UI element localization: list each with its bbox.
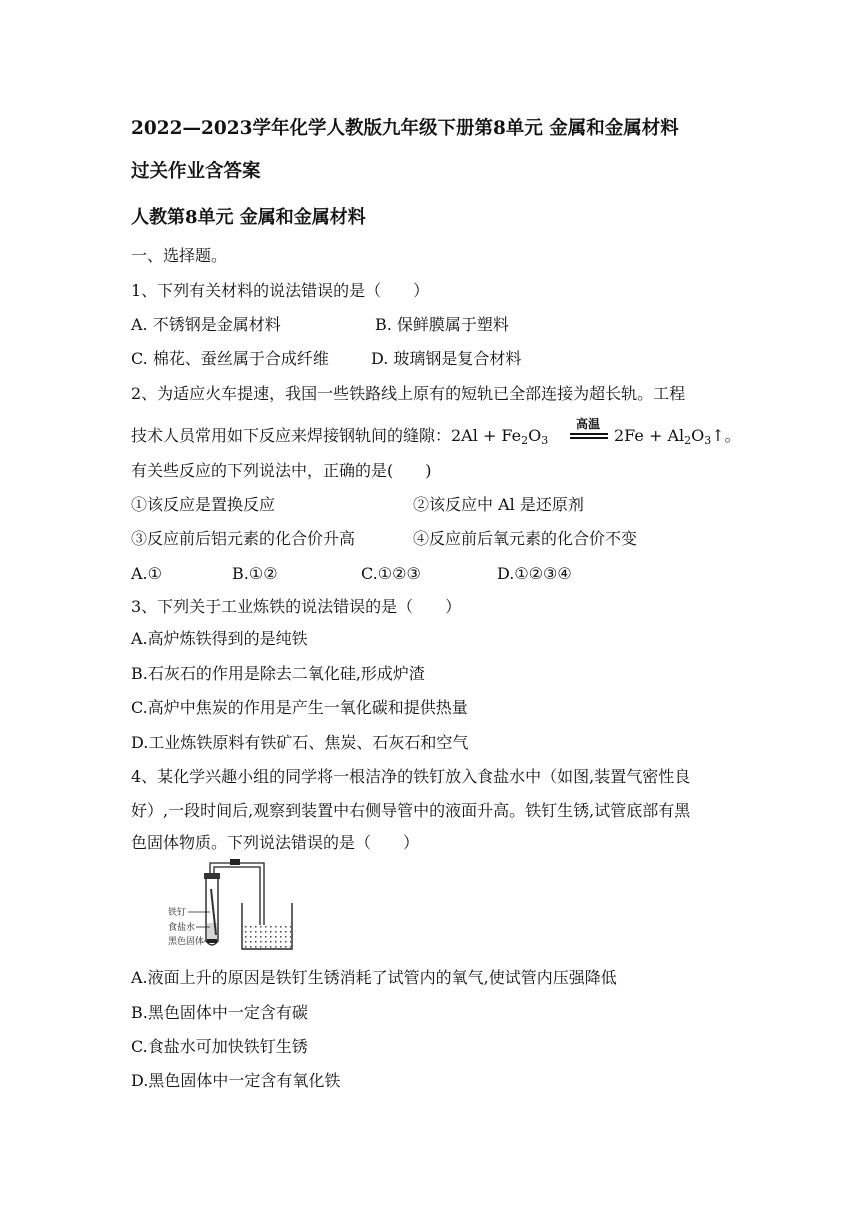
q4-option-b: B.黑色固体中一定含有碳 <box>131 1003 308 1022</box>
q2-statement-3: ③反应前后铝元素的化合价升高 <box>131 529 356 548</box>
q2-option-b: B.①② <box>232 564 278 583</box>
q3-option-c: C.高炉中焦炭的作用是产生一氧化碳和提供热量 <box>131 698 468 717</box>
q2-equation-line: 技术人员常用如下反应来焊接钢轨间的缝隙：$2Al + Fe_2O_3$ <box>131 426 549 447</box>
label-brine: 食盐水 <box>168 923 196 933</box>
q1-option-d: D. 玻璃钢是复合材料 <box>371 349 522 368</box>
doc-title-line2: 过关作业含答案 <box>131 161 261 182</box>
q4-option-a: A.液面上升的原因是铁钉生锈消耗了试管内的氧气,使试管内压强降低 <box>131 968 617 987</box>
q2-option-a: A.① <box>131 564 162 583</box>
q2-equation-products: $2Fe + Al_2O_3↑$。 <box>614 426 741 447</box>
q2-condition-label: 高温 <box>576 417 601 431</box>
q2-equation-prefix: 技术人员常用如下反应来焊接钢轨间的缝隙：2Al + Fe <box>131 426 522 445</box>
q2-statement-4: ④反应前后氧元素的化合价不变 <box>413 529 638 548</box>
part-heading: 一、选择题。 <box>131 246 228 265</box>
label-black-solid: 黑色固体 <box>168 937 205 947</box>
q3-stem: 3、下列关于工业炼铁的说法错误的是（ ） <box>131 597 462 616</box>
q1-option-b: B. 保鲜膜属于塑料 <box>375 315 509 334</box>
label-nail: 铁钉 <box>168 908 187 918</box>
q3-option-d: D.工业炼铁原料有铁矿石、焦炭、石灰石和空气 <box>131 733 469 752</box>
doc-title-line1: 2022—2023学年化学人教版九年级下册第8单元 金属和金属材料 <box>131 118 679 139</box>
q4-stem-line2: 好）,一段时间后,观察到装置中右侧导管中的液面升高。铁钉生锈,试管底部有黑 <box>131 801 691 820</box>
q2-condition-bar-top <box>570 433 608 435</box>
q4-option-c: C.食盐水可加快铁钉生锈 <box>131 1037 308 1056</box>
q3-option-b: B.石灰石的作用是除去二氧化硅,形成炉渣 <box>131 664 425 683</box>
section-title: 人教第8单元 金属和金属材料 <box>131 207 366 228</box>
q2-stem-line3: 有关些反应的下列说法中，正确的是( ) <box>131 461 432 480</box>
q1-option-c: C. 棉花、蚕丝属于合成纤维 <box>131 349 329 368</box>
q2-option-d: D.①②③④ <box>497 564 572 583</box>
q2-statement-1: ①该反应是置换反应 <box>131 495 276 514</box>
q1-stem: 1、下列有关材料的说法错误的是（ ） <box>131 281 430 300</box>
beaker <box>242 903 292 949</box>
q2-statement-2: ②该反应中 Al 是还原剂 <box>413 495 584 514</box>
q2-stem-line1: 2、为适应火车提速，我国一些铁路线上原有的短轨已全部连接为超长轨。工程 <box>131 384 686 403</box>
q4-option-d: D.黑色固体中一定含有氧化铁 <box>131 1071 341 1090</box>
q1-option-a: A. 不锈钢是金属材料 <box>131 315 281 334</box>
q4-stem-line1: 4、某化学兴趣小组的同学将一根洁净的铁钉放入食盐水中（如图,装置气密性良 <box>131 767 691 786</box>
q2-condition-bar-bottom <box>570 437 608 439</box>
test-tube <box>204 873 220 945</box>
q2-option-c: C.①②③ <box>361 564 421 583</box>
q3-option-a: A.高炉炼铁得到的是纯铁 <box>131 629 308 648</box>
q4-stem-line3: 色固体物质。下列说法错误的是（ ） <box>131 833 420 852</box>
rusting-apparatus-figure <box>164 855 304 955</box>
